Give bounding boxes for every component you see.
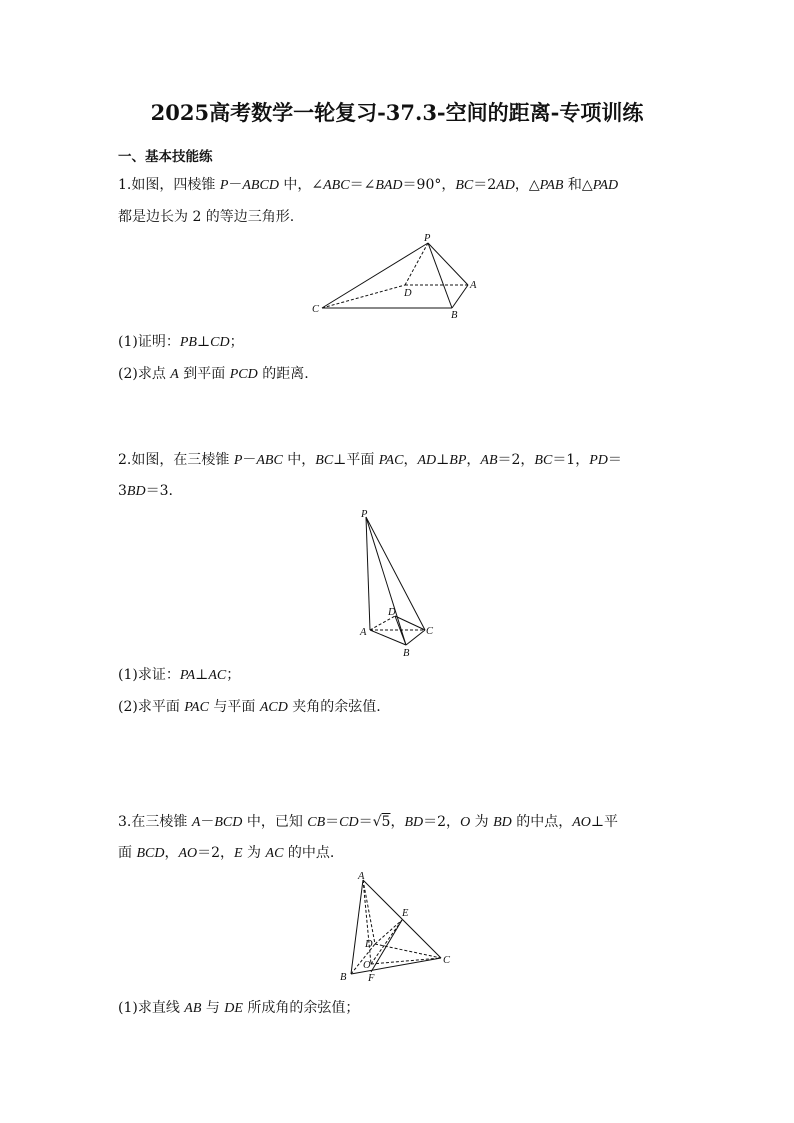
- q2-subquestion-2: (2)求平面 PAC 与平面 ACD 夹角的余弦值.: [118, 699, 381, 715]
- q1-label-P: P: [424, 233, 431, 244]
- q2-label-B: B: [403, 648, 410, 659]
- q1-statement-line1: 1.如图，四棱锥 P－ABCD 中，∠ABC＝∠BAD＝90°，BC＝2AD，△PAB 和△PAD: [118, 177, 619, 193]
- q2-label-C: C: [426, 626, 434, 637]
- q2-statement-line2: 3BD＝3.: [118, 483, 173, 499]
- q3-label-F: F: [368, 973, 375, 984]
- q2-label-A: A: [360, 627, 367, 638]
- q1-subquestion-2: (2)求点 A 到平面 PCD 的距离.: [118, 366, 309, 382]
- q3-label-E: E: [402, 908, 409, 919]
- q1-label-A: A: [470, 280, 477, 291]
- q3-statement-line2: 面 BCD，AO＝2，E 为 AC 的中点.: [118, 845, 335, 861]
- q1-figure-pyramid: [300, 230, 500, 325]
- q1-statement-line2: 都是边长为 2 的等边三角形.: [118, 209, 295, 225]
- q2-subquestion-1: (1)求证：PA⊥AC；: [118, 667, 241, 683]
- q3-statement-line1: 3.在三棱锥 A－BCD 中，已知 CB＝CD＝√5，BD＝2，O 为 BD 的中点，AO⊥平: [118, 814, 619, 830]
- q1-label-D: D: [404, 288, 412, 299]
- q3-label-A: A: [358, 871, 365, 882]
- q3-label-B: B: [340, 972, 347, 983]
- q2-figure-pyramid: [350, 505, 450, 660]
- q1-label-B: B: [451, 310, 458, 321]
- q1-label-C: C: [312, 304, 320, 315]
- q2-label-D: D: [388, 607, 396, 618]
- q2-statement-line1: 2.如图，在三棱锥 P－ABC 中，BC⊥平面 PAC，AD⊥BP，AB＝2，BC＝1，PD＝: [118, 452, 622, 468]
- q3-label-D: D: [365, 939, 373, 950]
- q3-figure-pyramid: [335, 868, 465, 988]
- q3-label-C: C: [443, 955, 451, 966]
- page-title: 2025高考数学一轮复习-37.3-空间的距离-专项训练: [150, 100, 644, 125]
- q2-label-P: P: [361, 509, 368, 520]
- q3-subquestion-1: (1)求直线 AB 与 DE 所成角的余弦值；: [118, 1000, 360, 1016]
- q3-label-O: O: [363, 960, 371, 971]
- section-heading: 一、基本技能练: [118, 149, 213, 165]
- q1-subquestion-1: (1)证明：PB⊥CD；: [118, 334, 244, 350]
